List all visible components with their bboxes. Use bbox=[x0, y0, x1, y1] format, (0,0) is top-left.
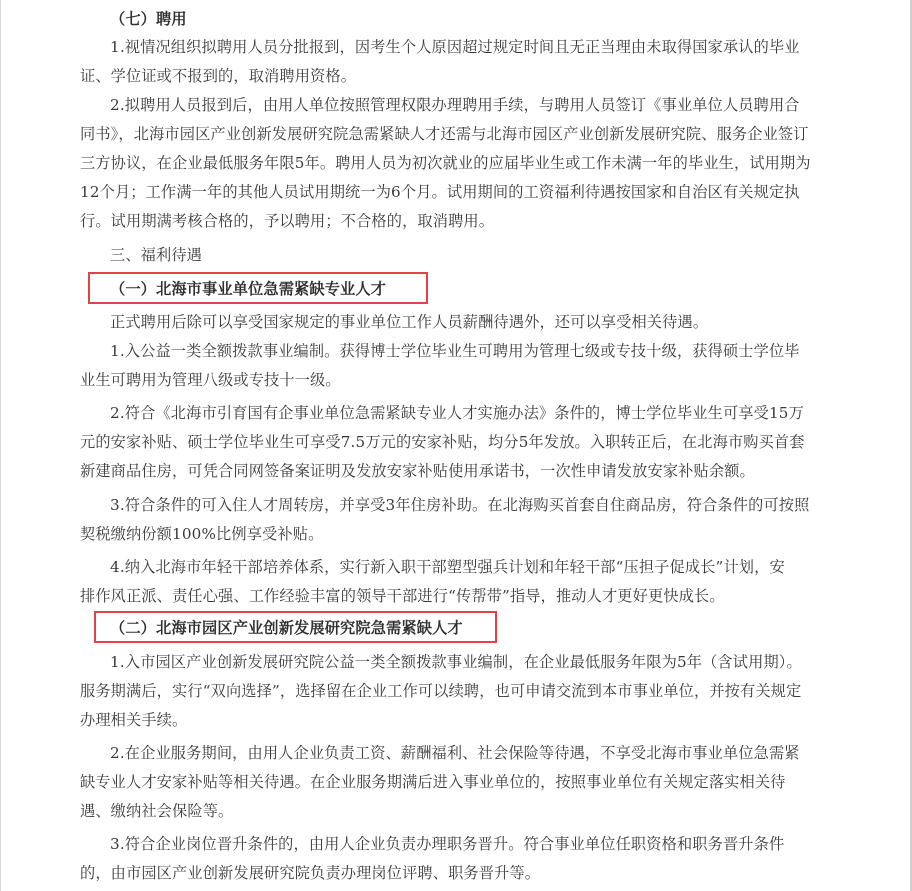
paragraph-line: 1.入公益一类全额拨款事业编制。获得博士学位毕业生可聘用为管理七级或专技十级，获得硕士学位毕 bbox=[110, 342, 800, 360]
paragraph-line: 办理相关手续。 bbox=[80, 711, 188, 729]
paragraph-line: 正式聘用后除可以享受国家规定的事业单位工作人员薪酬待遇外，还可以享受相关待遇。 bbox=[110, 313, 709, 331]
paragraph-line: 三方协议，在企业最低服务年限5年。聘用人员为初次就业的应届毕业生或工作未满一年的毕业生，试用期为 bbox=[80, 154, 811, 172]
paragraph-line: 12个月；工作满一年的其他人员试用期统一为6个月。试用期间的工资福利待遇按国家和自治区有关规定执 bbox=[80, 183, 800, 201]
paragraph-line: 行。试用期满考核合格的，予以聘用；不合格的，取消聘用。 bbox=[80, 212, 495, 230]
paragraph-line: 的，由市园区产业创新发展研究院负责办理岗位评聘、职务晋升等。 bbox=[80, 864, 541, 882]
paragraph-line: 2.在企业服务期间，由用人企业负责工资、薪酬福利、社会保险等待遇，不享受北海市事业单位急需紧 bbox=[110, 744, 800, 762]
paragraph-line: 排作风正派、责任心强、工作经验丰富的领导干部进行“传帮带”指导，推动人才更好更快成长。 bbox=[80, 587, 725, 605]
paragraph-line: 2.符合《北海市引育国有企事业单位急需紧缺专业人才实施办法》条件的，博士学位毕业生可享受15万 bbox=[110, 404, 804, 422]
subsection-heading-part2: （二）北海市园区产业创新发展研究院急需紧缺人才 bbox=[110, 619, 463, 637]
paragraph-line: 缺专业人才安家补贴等相关待遇。在企业服务期满后进入事业单位的，按照事业单位有关规定落实相关待 bbox=[80, 773, 786, 791]
paragraph-line: 遇、缴纳社会保险等。 bbox=[80, 802, 234, 820]
section-heading-benefits: 三、福利待遇 bbox=[110, 246, 203, 264]
paragraph-line: 同书》，北海市园区产业创新发展研究院急需紧缺人才还需与北海市园区产业创新发展研究院、服务企业签订 bbox=[80, 125, 809, 143]
paragraph-line: 新建商品住房，可凭合同网签备案证明及发放安家补贴使用承诺书，一次性申请发放安家补贴余额。 bbox=[80, 462, 755, 480]
section-heading-recruitment: （七）聘用 bbox=[110, 10, 187, 28]
paragraph-line: 1.视情况组织拟聘用人员分批报到，因考生个人原因超过规定时间且无正当理由未取得国家承认的毕业 bbox=[110, 38, 800, 56]
paragraph-line: 契税缴纳份额100%比例享受补贴。 bbox=[80, 525, 324, 543]
paragraph-line: 4.纳入北海市年轻干部培养体系，实行新入职干部塑型强兵计划和年轻干部“压担子促成长”计划，安 bbox=[110, 558, 785, 576]
paragraph-line: 1.入市园区产业创新发展研究院公益一类全额拨款事业编制，在企业最低服务年限为5年（含试用期）。 bbox=[110, 653, 802, 671]
paragraph-line: 证、学位证或不报到的，取消聘用资格。 bbox=[80, 67, 357, 85]
paragraph-line: 元的安家补贴、硕士学位毕业生可享受7.5万元的安家补贴，均分5年发放。入职转正后，在北海市购买首套 bbox=[80, 433, 805, 451]
paragraph-line: 2.拟聘用人员报到后，由用人单位按照管理权限办理聘用手续，与聘用人员签订《事业单位人员聘用合 bbox=[110, 96, 800, 114]
page-left-border bbox=[0, 0, 1, 891]
paragraph-line: 服务期满后，实行“双向选择”，选择留在企业工作可以续聘，也可申请交流到本市事业单位，并按有关规定 bbox=[80, 682, 802, 700]
paragraph-line: 3.符合企业岗位晋升条件的，由用人企业负责办理职务晋升。符合事业单位任职资格和职务晋升条件 bbox=[110, 835, 785, 853]
paragraph-line: 业生可聘用为管理八级或专技十一级。 bbox=[80, 371, 341, 389]
paragraph-line: 3.符合条件的可入住人才周转房，并享受3年住房补助。在北海购买首套自住商品房，符合条件的可按照 bbox=[110, 496, 810, 514]
subsection-heading-part1: （一）北海市事业单位急需紧缺专业人才 bbox=[110, 280, 387, 298]
